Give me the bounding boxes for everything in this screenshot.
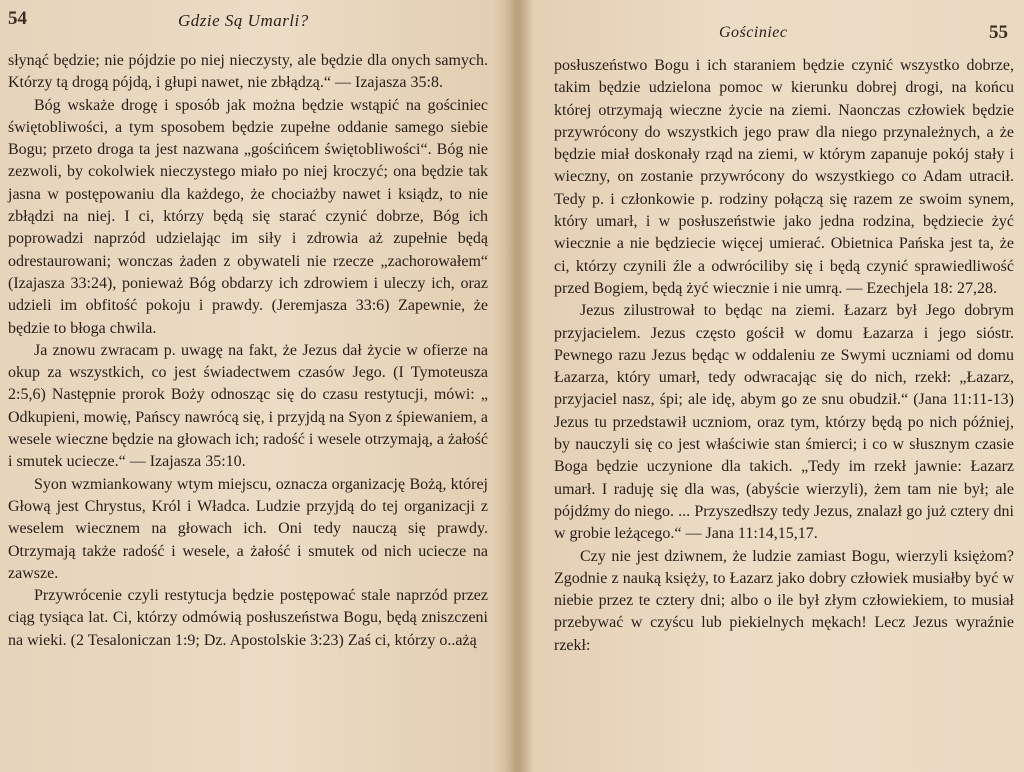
- left-running-title: Gdzie Są Umarli?: [178, 11, 309, 30]
- paragraph: słynąć będzie; nie pójdzie po niej nieczysty, ale będzie dla onych samych. Którzy tą drogą pójdą, i głupi nawet, nie zbłądzą.“ — Izajasza 35:8.: [8, 52, 488, 92]
- left-page-text: [8, 50, 488, 652]
- paragraph: Przywrócenie czyli restytucja będzie postępować stale naprzód przez ciąg tysiąca lat. Ci, którzy odmówią posłuszeństwa Bogu, będą zniszczeni na wieki. (2 Tesaloniczan 1:9; Dz. Apostolskie 3:23) Zaś ci, którzy o..ażą: [8, 587, 488, 649]
- left-page-number: 54: [8, 8, 27, 29]
- paragraph: posłuszeństwo Bogu i ich staraniem będzie czynić wszystko dobrze, takim będzie udzielona pomoc w kierunku dobrej drogi, na końcu której otrzymają wieczne życie na ziemi. Naonczas człowiek będzie przywrócony do wszystkich jego praw dla niego przynależnych, a że będzie miał doskonały rząd na ziemi, w którym zapanuje pokój stały i wieczny, on zostanie przywrócony do wszystkiego co Adam utracił. Tedy p. i członkowie p. rodziny połączą się razem ze swoim synem, który umarł, i w posłuszeństwie jako jedna rodzina, będziecie żyć wiecznie a nie będziecie więcej umierać. Obietnica Pańska jest ta, że ci, którzy czynili źle a odwróciliby się i będą czynić sprawiedliwość przed Bogiem, będą żyć wiecznie i nie umrą. — Ezechjela 18: 27,28.: [554, 57, 1014, 297]
- paragraph: Jezus zilustrował to będąc na ziemi. Łazarz był Jego dobrym przyjacielem. Jezus często gościł w domu Łazarza i jego sióstr. Pewnego razu Jezus będąc w oddaleniu ze Swymi uczniami od domu Łazarza, który umarł, tedy odwracając się do nich, rzekł: „Łazarz, przyjaciel nasz, śpi; ale idę, abym go ze snu obudził.“ (Jana 11:11-13) Jezus tu przedstawił uczniom, oraz tym, którzy będą po nich później, by nauczyli się co jest właściwie stan śmierci; i co w słusznym czasie Boga będzie uczynione dla takich. „Tedy im rzekł jawnie: Łazarz umarł. I raduję się dla was, (abyście wierzyli), żem tam nie był; ale pójdźmy do niego. ... Przyszedłszy tedy Jezus, znalazł go już cztery dni w grobie leżącego.“ — Jana 11:14,15,17.: [554, 302, 1014, 543]
- right-page-text: [554, 55, 1014, 657]
- paragraph: Ja znowu zwracam p. uwagę na fakt, że Jezus dał życie w ofierze na okup za wszystkich, co jest świadectwem czasów Jego. (I Tymoteusza 2:5,6) Następnie prorok Boży odnosząc się do czasu restytucji, mówi: „ Odkupieni, mowię, Pańscy nawrócą się, i przyjdą na Syon z śpiewaniem, a wesele wieczne będzie na głowach ich; radość i wesele otrzymają, a żałość i smutek uciecze.“ — Izajasza 35:10.: [8, 341, 488, 471]
- paragraph: Bóg wskaże drogę i sposób jak można będzie wstąpić na gościniec świętobliwości, a tym sposobem będzie zupełne oddanie samego siebie Bogu; przeto droga ta jest nazwana „gościńcem świętobliwości“. Bóg nie zezwoli, by cokolwiek nieczystego miało po niej kroczyć; ona będzie tak jasna w postępowaniu dla każdego, że chociażby nawet i ksiądz, to nie zbłądzi na niej. I ci, którzy będą się starać czynić dobrze, Bóg ich poprowadzi naprzód udzielając im siły i zdrowia aż zupełnie będą odrestaurowani; wonczas żaden z obywateli nie rzecze „zachorowałem“ (Izajasza 33:24), ponieważ Bóg obdarzy ich zdrowiem i uleczy ich, oraz udzieli im obfitość pokoju i prawdy. (Jeremjasza 33:6) Zapewnie, że będzie to błoga chwila.: [8, 96, 488, 337]
- right-page: [514, 0, 1024, 772]
- right-running-head: [554, 18, 1014, 48]
- left-running-head: [8, 8, 488, 38]
- paragraph: Syon wzmiankowany wtym miejscu, oznacza organizację Bożą, której Głową jest Chrystus, Król i Władca. Ludzie przyjdą do tej organizacji z weselem wiecznem na głowach ich. Oni tedy nauczą się prawdy. Otrzymają także radość i wesele, a żałość i smutek od nich uciecze na zawsze.: [8, 475, 488, 582]
- right-running-title: Gościniec: [719, 24, 788, 41]
- right-page-number: 55: [989, 22, 1008, 43]
- paragraph: Czy nie jest dziwnem, że ludzie zamiast Bogu, wierzyli księżom? Zgodnie z nauką księży, to Łazarz jako dobry człowiek musiałby być w niebie przez te cztery dni; albo o ile był złym człowiekiem, to musiał przebywać w czyścu lub piekielnych mękach! Lecz Jezus wyraźnie rzekł:: [554, 547, 1014, 654]
